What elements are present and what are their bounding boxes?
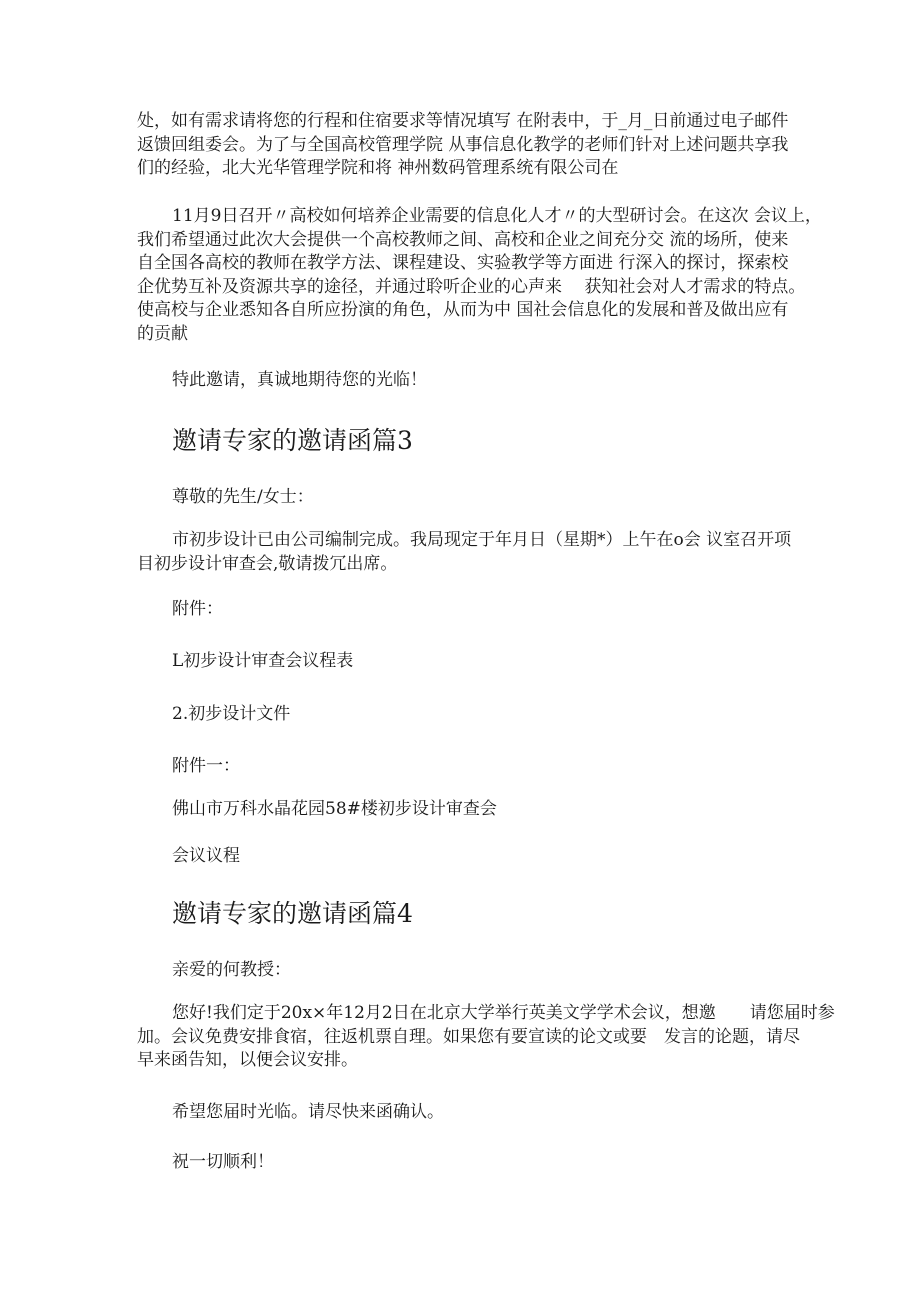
intro-paragraph-1 xyxy=(137,110,797,181)
section4-salutation: 亲爱的何教授： xyxy=(172,960,291,980)
text-line: 们的经验，北大光华管理学院和将 神州数码管理系统有限公司在 xyxy=(137,158,619,178)
text-line: 返馈回组委会。为了与全国高校管理学院 从事信息化教学的老师们针对上述问题共享我 xyxy=(137,134,789,155)
text-line: 企优势互补及资源共享的途径，并通过聆听企业的心声来 获知社会对人才需求的特点。 xyxy=(137,276,806,297)
section4-body xyxy=(137,1002,835,1073)
attachment-item-1: L初步设计审查会议程表 xyxy=(172,651,354,671)
text-line: 您好!我们定于20x×年12月2日在北京大学举行英美文学学术会议，想邀 请您届时参 xyxy=(172,1003,835,1023)
intro-paragraph-2 xyxy=(137,205,822,346)
text-line: 11月9日召开〃高校如何培养企业需要的信息化人才〃的大型研讨会。在这次 会议上， xyxy=(172,206,822,226)
intro-closing: 特此邀请，真诚地期待您的光临！ xyxy=(172,370,427,390)
section4-closing: 希望您届时光临。请尽快来函确认。 xyxy=(172,1102,444,1122)
section3-heading: 邀请专家的邀请函篇3 xyxy=(172,426,413,455)
text-line: 自全国各高校的教师在教学方法、课程建设、实验教学等方面进 行深入的探讨，探索校 xyxy=(137,253,789,273)
attachments-label: 附件： xyxy=(172,599,223,619)
attachment-item-2: 2.初步设计文件 xyxy=(172,704,291,724)
text-line: 早来函告知，以便会议安排。 xyxy=(137,1050,358,1070)
section4-heading: 邀请专家的邀请函篇4 xyxy=(172,899,413,928)
text-line: 我们希望通过此次大会提供一个高校教师之间、高校和企业之间充分交 流的场所，使来 xyxy=(137,229,789,250)
attachment-one-title: 佛山市万科水晶花园58#楼初步设计审查会 xyxy=(172,799,497,819)
text-line: 目初步设计审查会,敬请拨冗出席。 xyxy=(137,553,398,574)
attachment-one-label: 附件一： xyxy=(172,756,240,776)
section4-wish: 祝一切顺利！ xyxy=(172,1152,274,1172)
text-line: 使高校与企业悉知各自所应扮演的角色，从而为中 国社会信息化的发展和普及做出应有 xyxy=(137,300,789,320)
attachment-one-subtitle: 会议议程 xyxy=(172,846,240,866)
text-line: 加。会议免费安排食宿，往返机票自理。如果您有要宣读的论文或要 发言的论题，请尽 xyxy=(137,1026,800,1047)
section3-salutation: 尊敬的先生/女士： xyxy=(172,487,314,507)
section3-body xyxy=(137,529,797,576)
text-line: 处，如有需求请将您的行程和住宿要求等情况填写 在附表中，于_月_日前通过电子邮件 xyxy=(137,111,789,131)
text-line: 的贡献 xyxy=(137,323,188,344)
text-line: 市初步设计已由公司编制完成。我局现定于年月日（星期*）上午在o会 议室召开项 xyxy=(172,530,792,550)
